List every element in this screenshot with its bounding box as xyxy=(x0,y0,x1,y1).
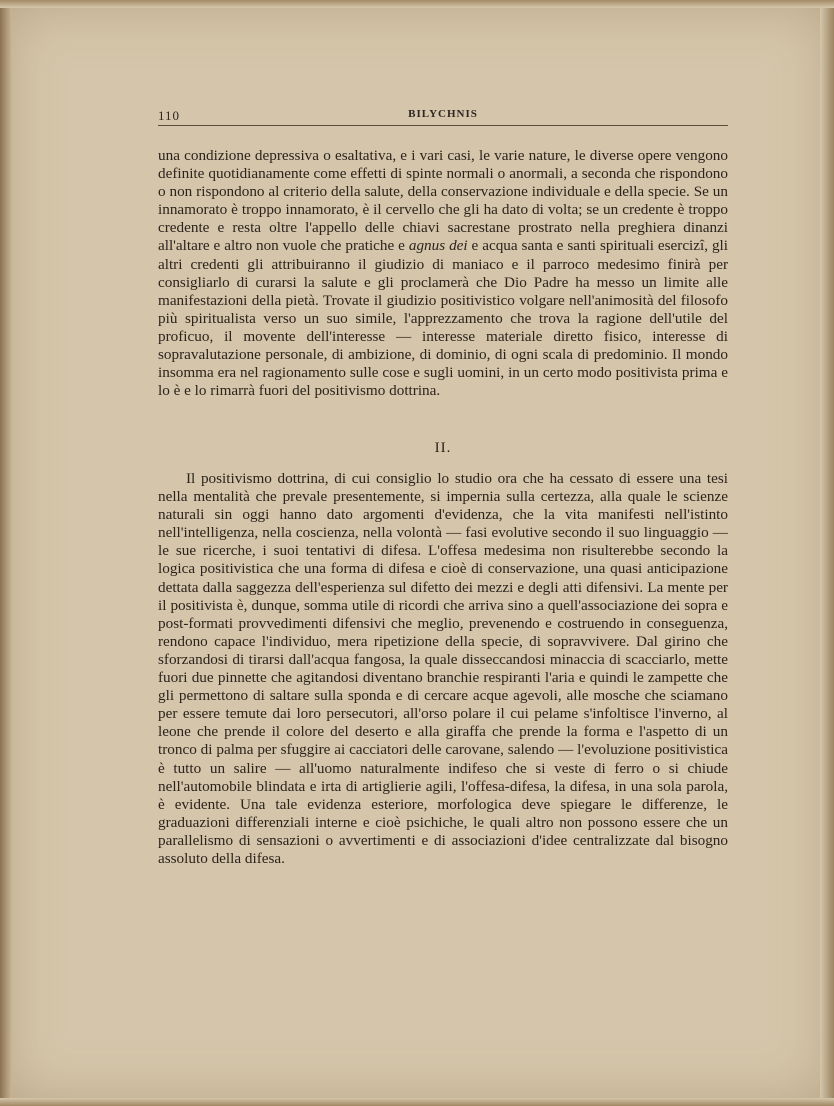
header-rule xyxy=(158,125,728,126)
page-bottom-edge xyxy=(0,1098,834,1106)
paragraph-2 xyxy=(158,470,728,868)
running-title: BILYCHNIS xyxy=(408,108,478,120)
paragraph-1-text-a: una condizione depressiva o esaltativa, e i vari casi, le varie nature, le diverse opere vengono definite quotidianamente come effetti di spinte normali o anormali, a seconda che rispondono o non rispondono al criterio della salute, della conservazione individuale e della specie. Se un innamorato è troppo innamorato, è il cervello che gli ha dato di volta; se un credente è troppo credente e resta oltre l'appello delle chiavi sacrestane prostrato nella preghiera dinanzi all'altare e altro non vuole che pratiche e xyxy=(158,147,728,255)
paragraph-1 xyxy=(158,147,728,400)
paragraph-2-text: Il positivismo dottrina, di cui consiglio lo studio ora che ha cessato di essere una tesi nella mentalità che prevale presentemente, si impernia sulla certezza, alla quale le scienze naturali sin oggi hanno dato argomenti d'evidenza, che la vita manifesti nell'istinto nell'intelligenza, nella coscienza, nella volontà — fasi evolutive secondo il suo linguaggio — le sue ricerche, i suoi tentativi di difesa. L'offesa medesima non risulterebbe secondo la logica positivistica che una forma di difesa e cioè di conservazione, una quasi anticipazione dettata dalla saggezza dell'esperienza sul difetto dei mezzi e degli atti difensivi. La mente per il positivista è, dunque, somma utile di ricordi che arriva sino a quell'associazione dei sopra e post-formati provvedimenti difensivi che meglio, prevenendo e costruendo in conseguenza, rendono capace l'individuo, mera ripetizione della specie, di sopravvivere. Dal girino che sforzandosi di tirarsi dall'acqua fangosa, la quale disseccandosi minaccia di scacciarlo, mette fuori due pinnette che agitandosi diventano branchie respiranti l'aria e quindi le zampette che gli permettono di saltare sulla sponda e di cercare acque agevoli, alle mosche che sciamano per essere temute dai loro persecutori, all'orso polare il cui pelame s'infoltisce l'inverno, al leone che prende il colore del deserto e alla giraffa che prende la forma e l'aspetto di un tronco di palma per sfuggire ai cacciatori delle carovane, salendo — l'evoluzione positivistica è tutto un salire — all'uomo naturalmente indifeso che si veste di ferro o si chiude nell'automobile blindata e irta di artiglierie agili, l'offesa-difesa, la difesa, in una sola parola, è evidente. Una tale evidenza esteriore, morfologica deve spiegare le differenze, le graduazioni differenziali interne e cioè psichiche, le quali altro non possono essere che un parallelismo di sensazioni o avvertimenti e di associazioni d'idee centralizzate dal bisogno assoluto della difesa. xyxy=(158,470,728,867)
page-right-edge xyxy=(820,0,834,1106)
paragraph-1-text-b: e acqua santa e santi spirituali esercizî, gli altri credenti gli attribuiranno il giudizio di maniaco e il parroco medesimo finirà per consigliarlo di curarsi la salute e gli proclamerà che Dio Padre ha messo un limite alle manifestazioni della pietà. Trovate il giudizio positivistico volgare nell'animosità del filosofo più spiritualista verso un suo simile, l'apprezzamento che trova la ragione dell'utile del proficuo, il movente dell'interesse — interesse materiale diretto fisico, interesse di sopravalutazione personale, di ambizione, di dominio, di ogni scala di predominio. Il mondo insomma era nel ragionamento sulle cose e sugli uomini, in un certo modo positivista prima e lo è e lo rimarrà fuori del positivismo dottrina. xyxy=(158,237,728,400)
page-number: 110 xyxy=(158,108,181,123)
running-header xyxy=(158,106,728,128)
section-numeral: II. xyxy=(434,440,452,456)
page-top-edge xyxy=(0,0,834,8)
paragraph-1-italic: agnus dei xyxy=(408,237,468,255)
page-left-edge xyxy=(0,0,12,1106)
